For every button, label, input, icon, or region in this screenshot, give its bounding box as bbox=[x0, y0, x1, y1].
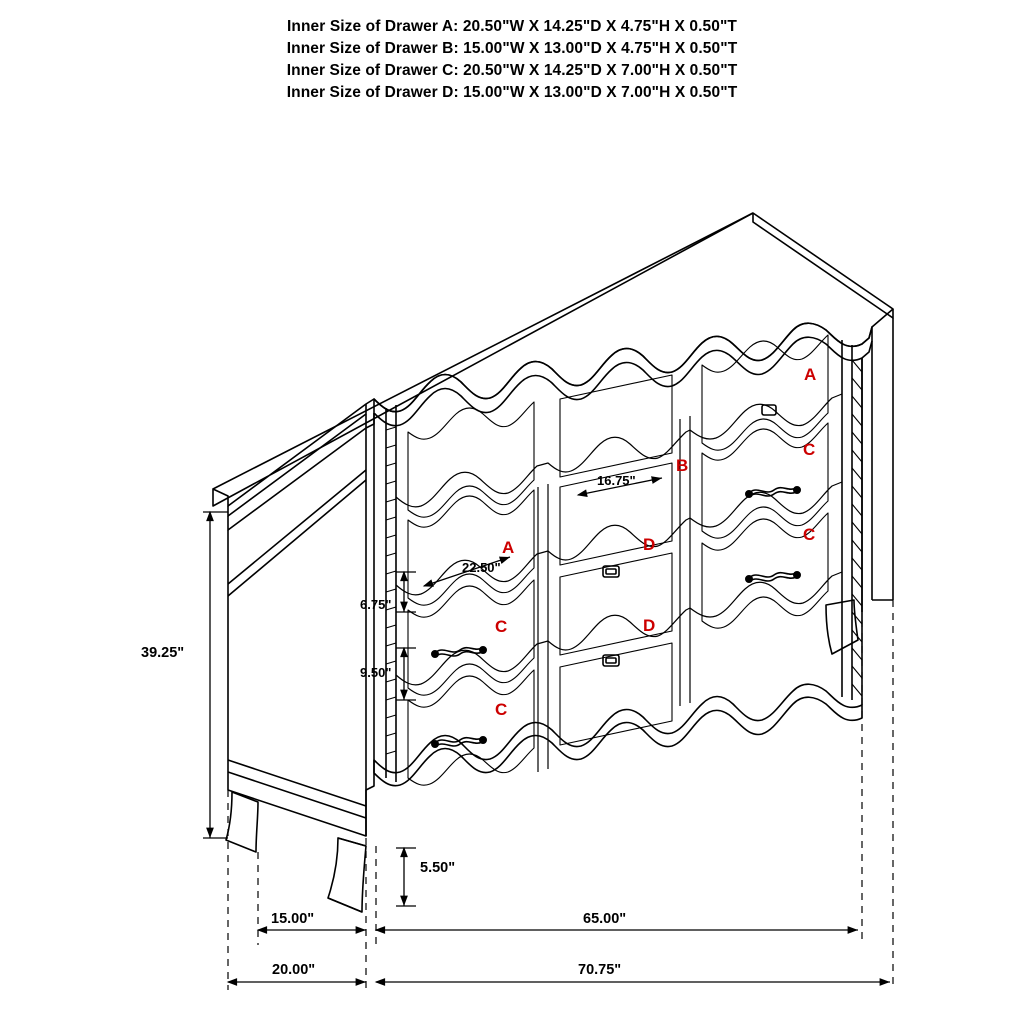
dim-width-top: 65.00" bbox=[583, 911, 627, 927]
drawer-label-b: B bbox=[676, 456, 689, 475]
dim-drawer-front-width-b: 16.75" bbox=[597, 473, 636, 488]
drawer-label-c-top-right: C bbox=[803, 440, 816, 459]
drawer-label-a-left: A bbox=[502, 538, 515, 557]
drawer-label-c-left-bottom: C bbox=[495, 700, 508, 719]
dim-height-total: 39.25" bbox=[141, 645, 185, 661]
dim-drawer-front-width-a: 22.50" bbox=[462, 560, 501, 575]
drawer-label-d-lower: D bbox=[643, 616, 656, 635]
drawer-label-a-right: A bbox=[804, 365, 817, 384]
drawer-label-c-mid-right: C bbox=[803, 525, 816, 544]
drawer-label-c-left-mid: C bbox=[495, 617, 508, 636]
spec-line-a: Inner Size of Drawer A: 20.50"W X 14.25"D X 4.75"H X 0.50"T bbox=[287, 18, 737, 35]
dim-depth-bottom: 20.00" bbox=[272, 962, 316, 978]
spec-line-c: Inner Size of Drawer C: 20.50"W X 14.25"D X 7.00"H X 0.50"T bbox=[286, 62, 738, 79]
spec-line-b: Inner Size of Drawer B: 15.00"W X 13.00"D X 4.75"H X 0.50"T bbox=[286, 40, 738, 57]
dim-drawer-height-small: 6.75" bbox=[360, 597, 392, 612]
dim-depth-top: 15.00" bbox=[271, 911, 315, 927]
dim-drawer-height-large: 9.50" bbox=[360, 665, 392, 680]
dim-width-bottom: 70.75" bbox=[578, 962, 622, 978]
drawer-label-d-upper: D bbox=[643, 535, 656, 554]
spec-line-d: Inner Size of Drawer D: 15.00"W X 13.00"D X 7.00"H X 0.50"T bbox=[286, 84, 738, 101]
dim-leg-height: 5.50" bbox=[420, 860, 456, 876]
dresser-body bbox=[213, 213, 893, 912]
